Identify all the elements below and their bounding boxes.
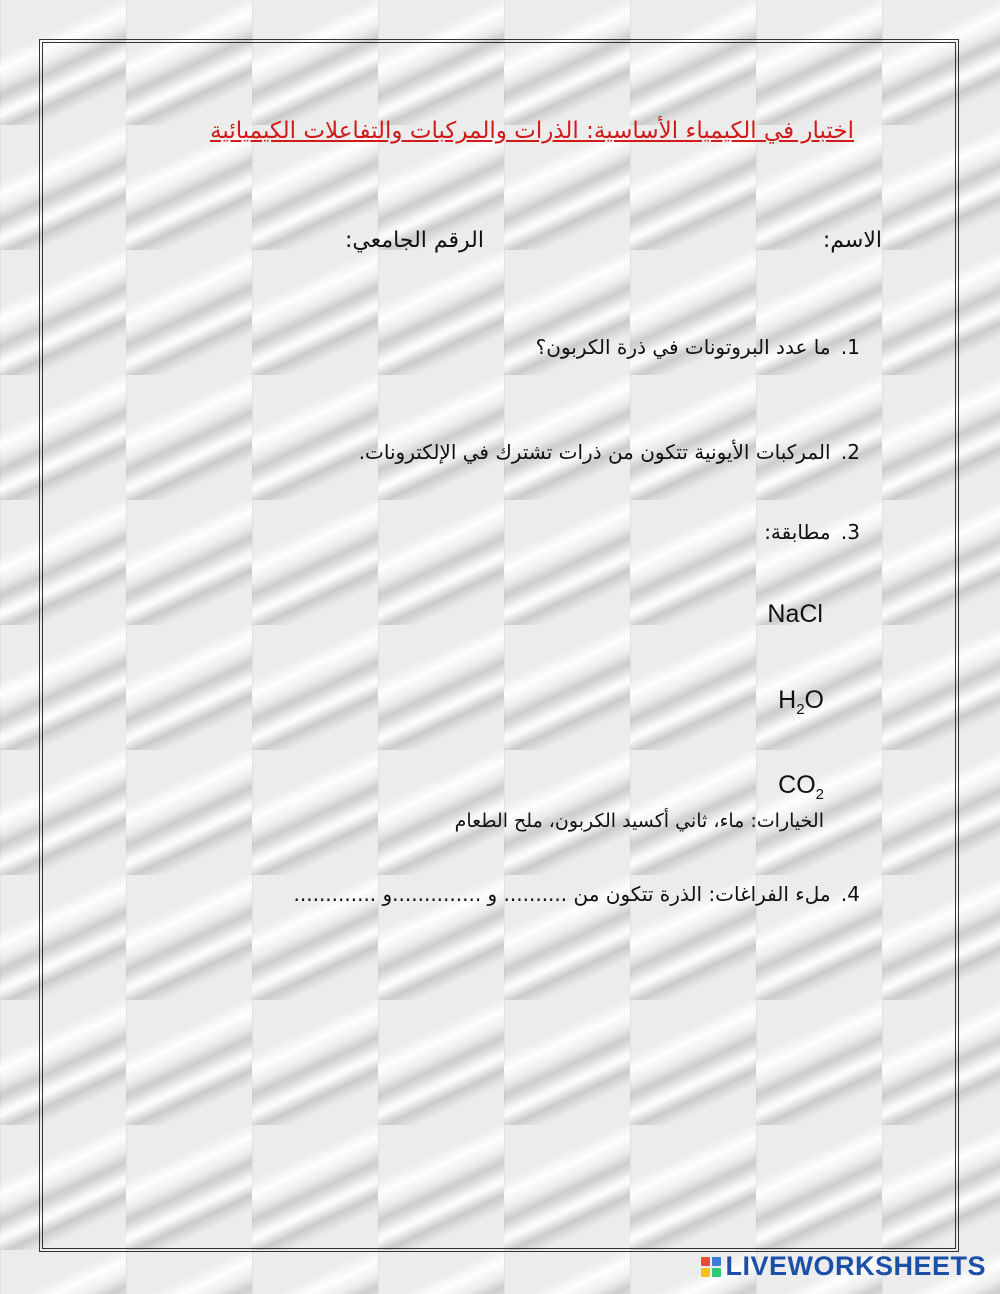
- question-text: المركبات الأيونية تتكون من ذرات تشترك في الإلكترونات.: [358, 440, 831, 464]
- question-number: 4.: [840, 882, 860, 906]
- formula-subscript: 2: [815, 786, 824, 803]
- question-number: 3.: [840, 520, 860, 544]
- logo-mark-icon: [701, 1257, 721, 1277]
- question-4: [294, 882, 860, 906]
- question-3: [764, 520, 860, 544]
- formula-nacl: [767, 600, 823, 629]
- matching-choices: الخيارات: ماء، ثاني أكسيد الكربون، ملح الطعام: [454, 810, 824, 832]
- logo-text: LIVEWORKSHEETS: [725, 1251, 986, 1281]
- formula-subscript: 2: [796, 701, 805, 718]
- name-label: الاسم:: [822, 228, 882, 253]
- liveworksheets-logo: [701, 1251, 986, 1282]
- question-text: ما عدد البروتونات في ذرة الكربون؟: [535, 335, 831, 359]
- page-border: [39, 39, 959, 1252]
- formula-main: H: [778, 686, 797, 714]
- formula-main: NaCl: [767, 600, 823, 628]
- question-2: [359, 440, 860, 464]
- logo-square-yellow: [701, 1268, 710, 1277]
- logo-square-blue: [712, 1257, 721, 1266]
- question-text: ملء الفراغات: الذرة تتكون من .......... و ..............و .............: [293, 882, 831, 906]
- formula-tail: O: [804, 686, 824, 714]
- question-text: مطابقة:: [764, 520, 831, 544]
- logo-square-red: [701, 1257, 710, 1266]
- formula-main: CO: [778, 771, 816, 799]
- question-1: [536, 335, 860, 359]
- logo-square-green: [712, 1268, 721, 1277]
- formula-water: [778, 686, 824, 718]
- formula-carbon-dioxide: [778, 771, 824, 803]
- student-id-label: الرقم الجامعي:: [345, 228, 484, 253]
- worksheet-title: اختبار في الكيمياء الأساسية: الذرات والمركبات والتفاعلات الكيميائية: [210, 118, 854, 144]
- question-number: 2.: [840, 440, 860, 464]
- question-number: 1.: [840, 335, 860, 359]
